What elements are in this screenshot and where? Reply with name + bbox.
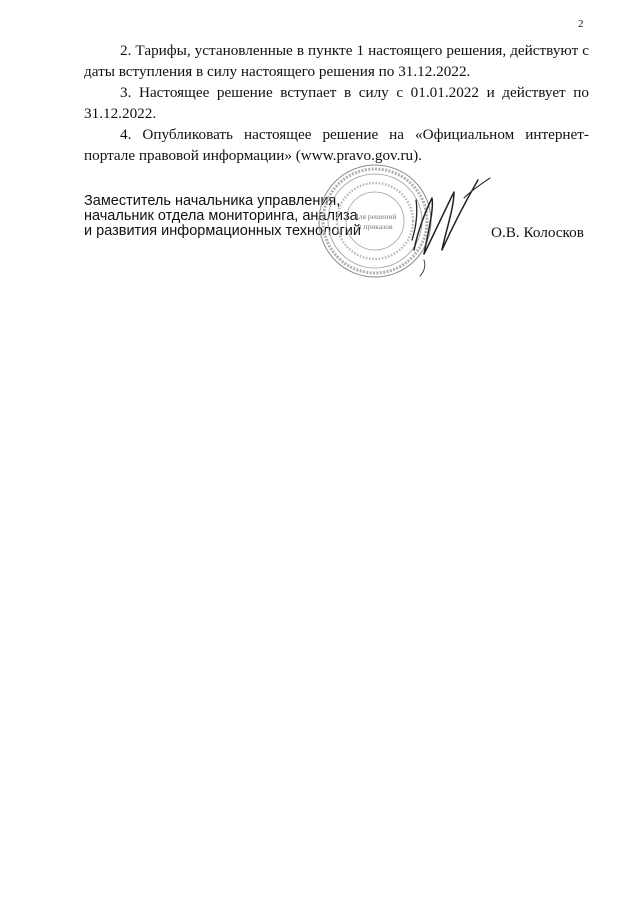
document-body bbox=[84, 40, 589, 166]
page-number: 2 bbox=[578, 18, 584, 30]
paragraph-3: 3. Настоящее решение вступает в силу с 01.01.2022 и действует по 31.12.2022. bbox=[84, 84, 589, 122]
paragraph-4: 4. Опубликовать настоящее решение на «Официальном интернет-портале правовой информации» (www.pravo.gov.ru). bbox=[84, 126, 589, 164]
signatory-position-line: и развития информационных технологий bbox=[84, 223, 361, 239]
signatory-position-line: Заместитель начальника управления, bbox=[84, 193, 341, 209]
signatory-position-line: начальник отдела мониторинга, анализа bbox=[84, 208, 358, 224]
signatory-name: О.В. Колосков bbox=[491, 224, 584, 241]
stamp-text: Для решений bbox=[353, 212, 397, 221]
paragraph-2: 2. Тарифы, установленные в пункте 1 настоящего решения, действуют с даты вступления в силу настоящего решения по 31.12.2022. bbox=[84, 42, 589, 80]
stamp-text: и приказов bbox=[357, 222, 393, 231]
handwritten-signature bbox=[404, 170, 494, 278]
